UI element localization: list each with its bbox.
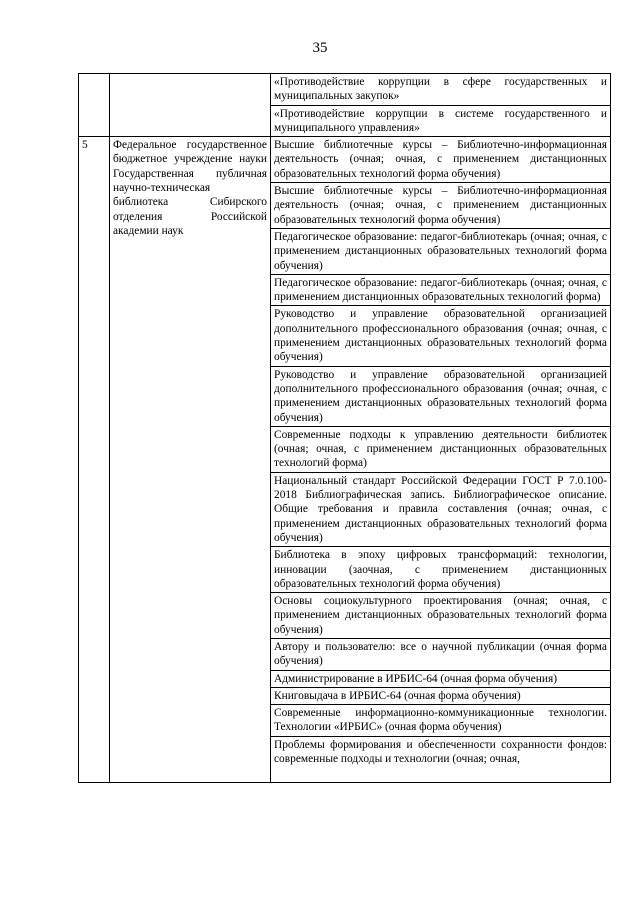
course-cell: Высшие библиотечные курсы – Библиотечно-информационная деятельность (очная; очная, с применением дистанционных образовательных технологий форма обучения) <box>271 183 611 229</box>
programs-table <box>78 73 611 783</box>
table-row <box>79 137 611 183</box>
course-cell: Руководство и управление образовательной организацией дополнительного профессионального образования (очная; очная, с применением дистанционных образовательных технологий форма обучения) <box>271 306 611 366</box>
course-cell: Книговыдача в ИРБИС-64 (очная форма обучения) <box>271 687 611 704</box>
organization-name: Федеральное государственное бюджетное учреждение науки Государственная публичная научно-техническая библиотека Сибирского отделения Российской академии наук <box>110 137 271 783</box>
page-number: 35 <box>312 40 328 56</box>
course-cell: Автору и пользователю: все о научной публикации (очная форма обучения) <box>271 638 611 670</box>
course-cell: Педагогическое образование: педагог-библиотекарь (очная; очная, с применением дистанционных образовательных технологий форма обучения) <box>271 228 611 274</box>
course-cell: Библиотека в эпоху цифровых трансформаций: технологии, инновации (заочная, с применением дистанционных образовательных технологий форма обучения) <box>271 547 611 593</box>
course-cell: Национальный стандарт Российской Федерации ГОСТ Р 7.0.100-2018 Библиографическая запись. Библиографическое описание. Общие требования и правила составления (очная; очная, с применением дистанционных образовательных технологий форма обучения) <box>271 472 611 546</box>
table-row <box>79 74 611 106</box>
course-cell: Современные подходы к управлению деятельности библиотек (очная; очная, с применением дистанционных образовательных технологий форма) <box>271 426 611 472</box>
course-cell: Современные информационно-коммуникационные технологии. Технологии «ИРБИС» (очная форма обучения) <box>271 705 611 737</box>
entry-number: 5 <box>79 137 110 783</box>
course-cell: Руководство и управление образовательной организацией дополнительного профессионального образования (очная; очная, с применением дистанционных образовательных технологий форма обучения) <box>271 366 611 426</box>
course-cell: Основы социокультурного проектирования (очная; очная, с применением дистанционных образовательных технологий форма обучения) <box>271 593 611 639</box>
course-cell: Педагогическое образование: педагог-библиотекарь (очная; очная, с применением дистанционных образовательных технологий форма) <box>271 274 611 306</box>
course-cell: Проблемы формирования и обеспеченности сохранности фондов: современные подходы и технологии (очная; очная, <box>271 736 611 782</box>
course-cell: «Противодействие коррупции в системе государственного и муниципального управления» <box>271 105 611 137</box>
organization-cell-empty <box>110 74 271 137</box>
course-cell: Администрирование в ИРБИС-64 (очная форма обучения) <box>271 670 611 687</box>
course-cell: Высшие библиотечные курсы – Библиотечно-информационная деятельность (очная; очная, с применением дистанционных образовательных технологий форма обучения) <box>271 137 611 183</box>
course-cell: «Противодействие коррупции в сфере государственных и муниципальных закупок» <box>271 74 611 106</box>
number-cell-empty <box>79 74 110 137</box>
